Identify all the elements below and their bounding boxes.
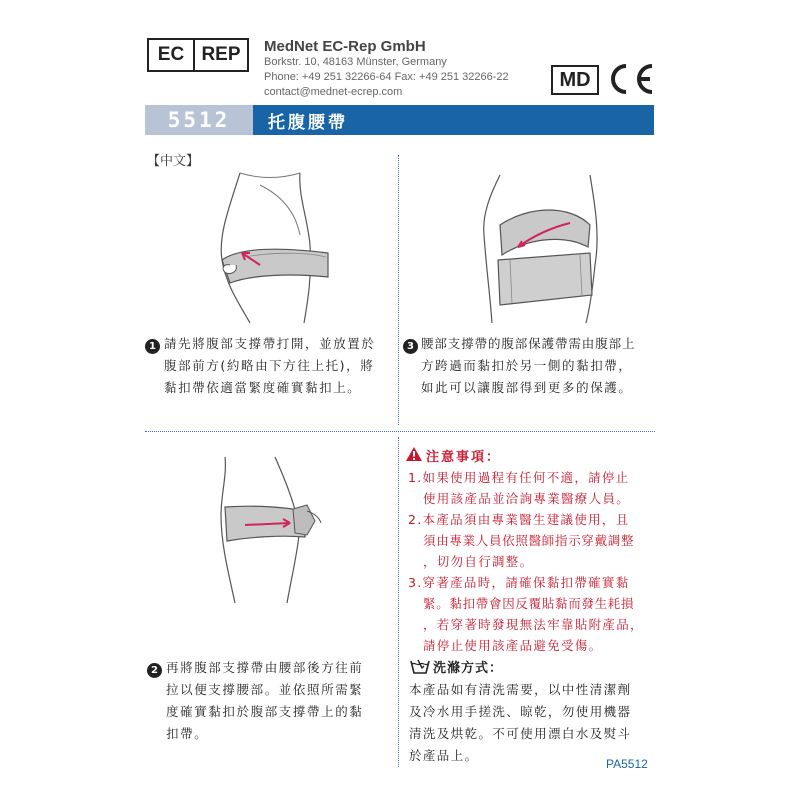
md-symbol: MD (551, 65, 599, 95)
step3-line2: 方跨過而黏扣於另一側的黏扣帶， (421, 358, 633, 373)
caution-line4: 須由專業人員依照醫師指示穿戴調整 (423, 533, 635, 548)
caution-title: 注意事項： (426, 450, 502, 465)
product-title: 托腹腰帶 (268, 112, 348, 133)
warning-icon (405, 446, 423, 462)
step1-line1: 請先將腹部支撐帶打開，並放置於 (164, 336, 376, 351)
language-label: 【中文】 (147, 154, 200, 169)
caution-line2: 使用該產品並洽詢專業醫療人員。 (423, 491, 631, 506)
vertical-divider-bottom (398, 437, 399, 767)
caution-line3: 2.本產品須由專業醫生建議使用，且 (408, 512, 630, 527)
step1-line2: 腹部前方(約略由下方往上托)，將 (164, 358, 375, 373)
step2-line1: 再將腹部支撐帶由腰部後方往前 (166, 660, 364, 675)
illustration-step1 (200, 165, 350, 325)
product-number: 5512 (167, 108, 231, 132)
washing-title: 洗滌方式： (433, 661, 504, 676)
step2-line3: 度確實黏扣於腹部支撐帶上的黏 (166, 704, 364, 719)
rep-label: REP (201, 44, 241, 65)
company-address: Borkstr. 10, 48163 Münster, Germany (264, 56, 447, 68)
caution-line9: 請停止使用該產品避免受傷。 (423, 638, 603, 653)
step3-line3: 如此可以讓腹部得到更多的保護。 (421, 380, 633, 395)
washing-line3: 清洗及烘乾。不可使用漂白水及熨斗 (409, 726, 632, 741)
washing-line2: 及冷水用手搓洗、晾乾，勿使用機器 (409, 704, 632, 719)
caution-line5: ，切勿自行調整。 (423, 554, 534, 569)
company-phone: Phone: +49 251 32266-64 Fax: +49 251 32266-22 (264, 71, 509, 83)
vertical-divider-top (398, 155, 399, 425)
step3-line1: 腰部支撐帶的腹部保護帶需由腹部上 (421, 336, 636, 351)
washing-line4: 於產品上。 (409, 748, 479, 763)
step2-line4: 扣帶。 (166, 726, 209, 741)
washing-line1: 本產品如有清洗需要，以中性清潔劑 (409, 682, 632, 697)
horizontal-divider (145, 431, 655, 432)
step2-line2: 拉以便支撐腰部。並依照所需緊 (166, 682, 364, 697)
step1-line3: 黏扣帶依適當緊度確實黏扣上。 (164, 380, 362, 395)
ec-rep-symbol (147, 38, 249, 72)
company-email: contact@mednet-ecrep.com (264, 86, 403, 98)
company-name: MedNet EC-Rep GmbH (264, 38, 426, 55)
illustration-step3 (470, 165, 620, 325)
step2-number: 2 (147, 663, 162, 678)
illustration-step2 (195, 455, 345, 605)
ce-mark-icon (604, 61, 656, 97)
product-code: PA5512 (606, 757, 648, 771)
ec-label: EC (149, 40, 195, 70)
caution-line8: ，若穿著時發現無法牢靠貼附產品， (423, 617, 644, 632)
caution-line6: 3.穿著產品時，請確保黏扣帶確實黏 (408, 575, 630, 590)
step1-number: 1 (145, 339, 160, 354)
caution-line1: 1.如果使用過程有任何不適，請停止 (408, 470, 630, 485)
step3-number: 3 (403, 339, 418, 354)
hand-wash-icon (409, 657, 431, 675)
caution-line7: 緊。黏扣帶會因反覆貼黏而發生耗損 (423, 596, 635, 611)
